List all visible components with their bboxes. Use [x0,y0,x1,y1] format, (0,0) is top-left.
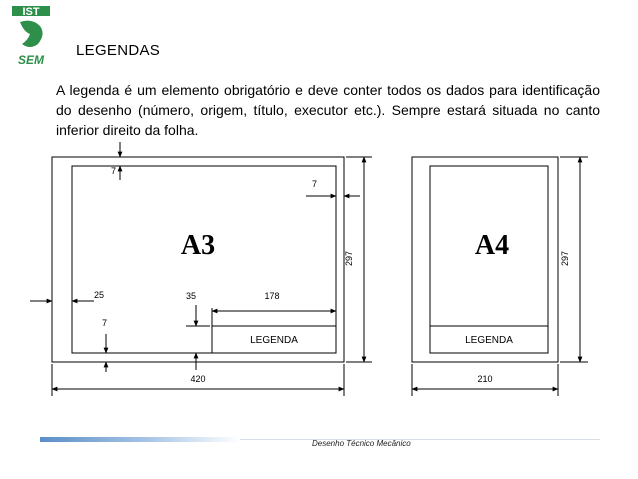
a3-dim-right-label: 7 [312,179,318,189]
a4-dim-height-label: 297 [560,250,570,266]
footer-rule [240,439,600,440]
a3-sheet-label: A3 [180,230,216,261]
footer-accent-bar [40,437,240,442]
logo-bottom-text: SEM [17,53,45,67]
a3-dim-height-label: 297 [344,250,354,266]
a4-legend-label: LEGENDA [465,335,513,346]
a3-dim-width-label: 420 [190,374,206,384]
a3-dim-bottom-label: 7 [102,318,108,328]
a3-dim-legend-width-label: 178 [264,291,280,301]
a4-sheet-label: A4 [474,230,510,261]
page-title: LEGENDAS [76,42,161,59]
a3-legend-label: LEGENDA [250,335,298,346]
description-paragraph: A legenda é um elemento obrigatório e deve conter todos os dados para identificação do desenho (número, origem, título, executor etc.). Sempre estará situada no canto inferior direito da folha. [56,82,600,138]
logo-top-text: IST [22,6,40,18]
a4-dim-width-label: 210 [477,374,493,384]
footer-course-title: Desenho Técnico Mecânico [312,439,411,448]
a3-dim-legend-height-label: 35 [186,291,197,301]
a3-dim-top-label: 7 [111,166,117,176]
a3-dim-left-label: 25 [94,290,105,300]
